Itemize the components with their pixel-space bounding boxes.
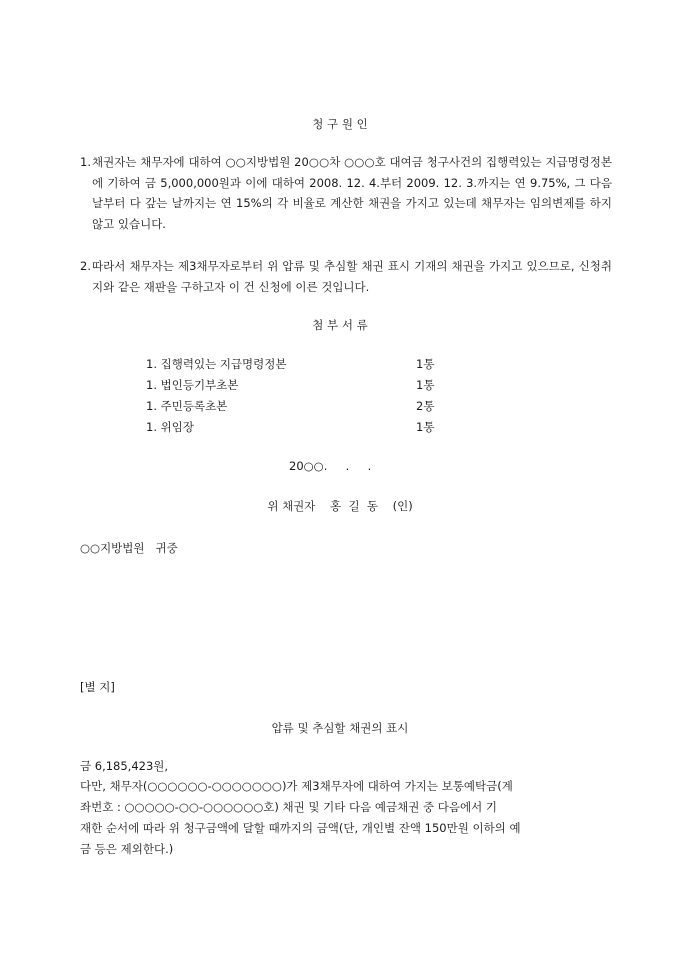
claim-number: 1.: [80, 155, 91, 169]
attachment-name: 1. 위임장: [146, 420, 194, 434]
annex-line: 금 등은 제외한다.): [80, 842, 174, 856]
annex-label: [별 지]: [80, 680, 115, 694]
annex-line: 다만, 채무자(○○○○○○-○○○○○○○)가 제3채무자에 대하여 가지는 보통예탁금(계: [80, 779, 513, 793]
attachment-count: 1통: [416, 357, 435, 371]
annex-line: 재한 순서에 따라 위 청구금액에 달할 때까지의 금액(단, 개인별 잔액 150만원 이하의 예: [80, 821, 521, 835]
attachment-count: 2통: [416, 399, 435, 413]
claim-item-2: [80, 256, 612, 297]
signature-line: 위 채권자 홍 길 동 (인): [267, 499, 413, 513]
section-title: 청 구 원 인: [312, 117, 368, 131]
claim-number: 2.: [80, 259, 91, 273]
attachment-count: 1통: [416, 378, 435, 392]
attachments-title: 첨 부 서 류: [312, 318, 368, 332]
attachment-name: 1. 집행력있는 지급명령정본: [146, 357, 287, 371]
claim-text: 따라서 채무자는 제3채무자로부터 위 압류 및 추심할 채권 표시 기재의 채권을 가지고 있으므로, 신청취지와 같은 재판을 구하고자 이 건 신청에 이른 것입니다.: [92, 259, 612, 294]
attachment-name: 1. 주민등록초본: [146, 399, 228, 413]
annex-amount: 금 6,185,423원,: [80, 759, 169, 773]
claim-item-1: [80, 152, 612, 234]
date-line: 20○○. . .: [289, 459, 372, 473]
claim-text: 채권자는 채무자에 대하여 ○○지방법원 20○○차 ○○○호 대여금 청구사건의 집행력있는 지급명령정본에 기하여 금 5,000,000원과 이에 대하여 2008. 12. 4.부터 2009. 12. 3.까지는 연 9.75%, 그 다음날부터 다 갚는 날까지는 연 15%의 각 비율로 계산한 채권을 가지고 있는데 채무자는 임의변제를 하지 않고 있습니다.: [92, 155, 612, 231]
annex-title: 압류 및 추심할 채권의 표시: [271, 721, 409, 735]
attachment-name: 1. 법인등기부초본: [146, 378, 239, 392]
court-addressee: ○○지방법원 귀중: [80, 541, 178, 555]
annex-line: 좌번호 : ○○○○○-○○-○○○○○○호) 채권 및 기타 다음 예금채권 중 다음에서 기: [80, 800, 497, 814]
attachment-count: 1통: [416, 420, 435, 434]
